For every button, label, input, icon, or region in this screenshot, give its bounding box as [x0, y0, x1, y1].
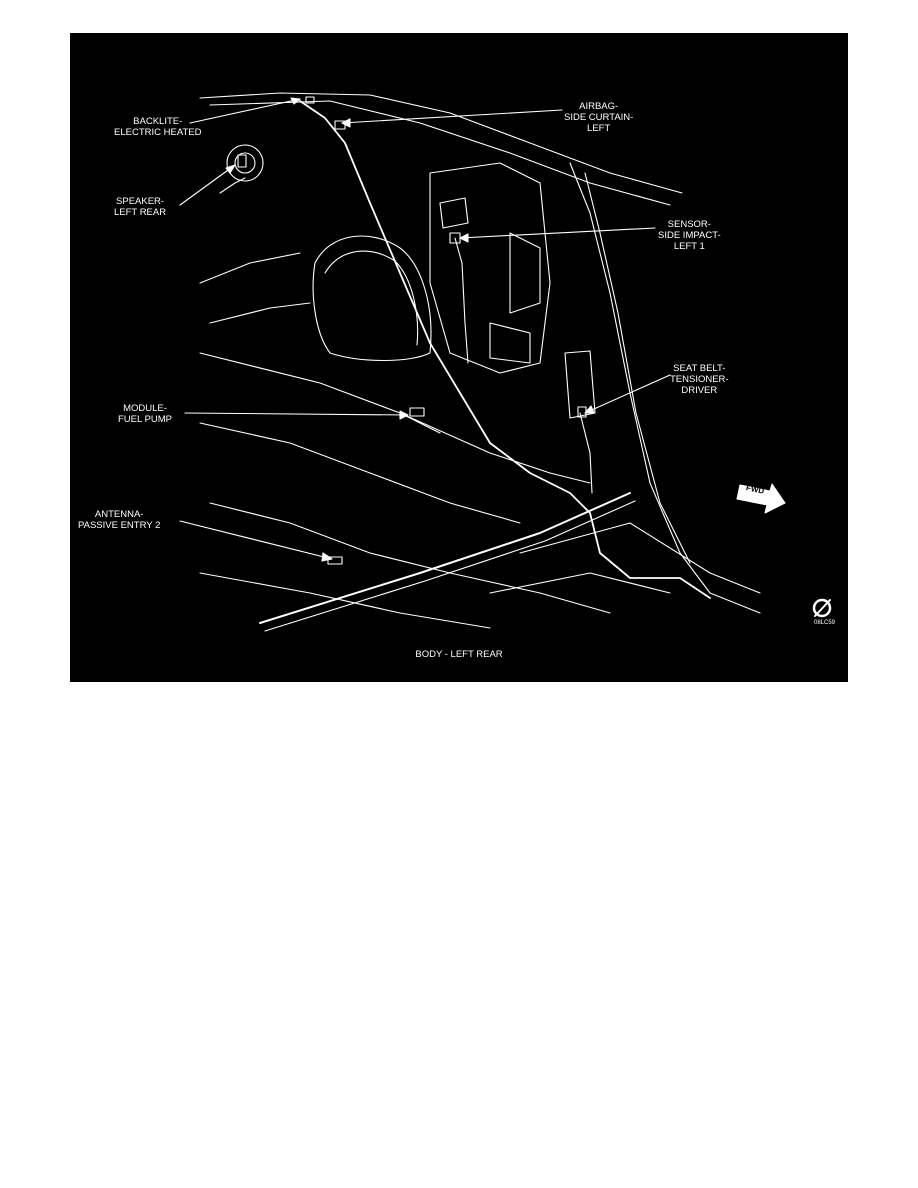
- label-module: MODULE- FUEL PUMP: [118, 403, 173, 425]
- diagram-figure: [70, 33, 848, 682]
- label-speaker: SPEAKER- LEFT REAR: [114, 196, 167, 218]
- wiring-harness: [300, 101, 710, 598]
- figure-caption: BODY - LEFT REAR: [415, 649, 503, 660]
- label-antenna: ANTENNA- PASSIVE ENTRY 2: [78, 509, 161, 531]
- fwd-label: FWD: [745, 483, 765, 496]
- label-airbag: AIRBAG- SIDE CURTAIN- LEFT: [564, 101, 634, 134]
- label-seatbelt: SEAT BELT- TENSIONER- DRIVER: [670, 363, 729, 396]
- figure-code: 08LC59: [814, 620, 836, 626]
- label-backlite: BACKLITE- ELECTRIC HEATED: [114, 116, 202, 138]
- label-sensor: SENSOR- SIDE IMPACT- LEFT 1: [658, 219, 721, 252]
